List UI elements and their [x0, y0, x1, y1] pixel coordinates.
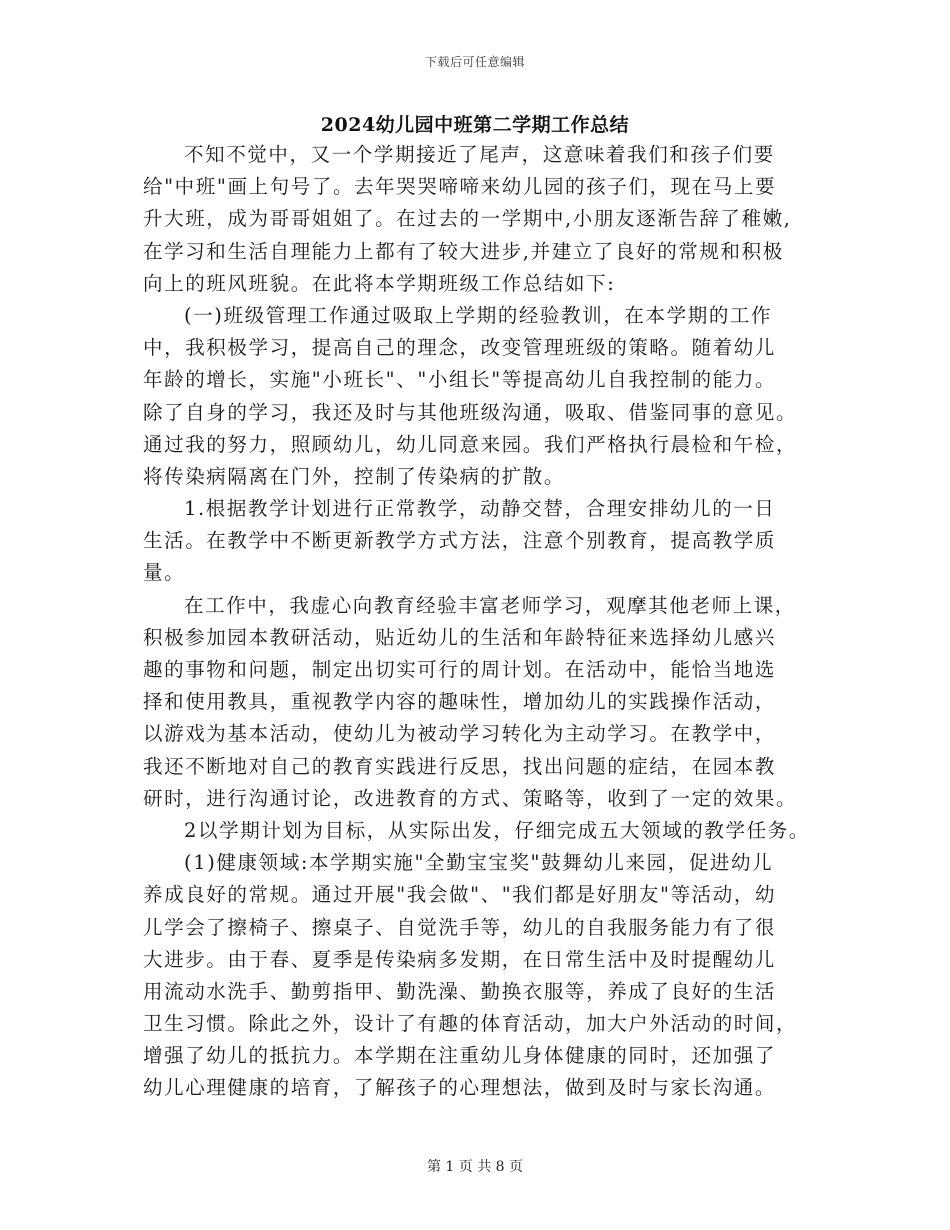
- body-line: 将传染病隔离在门外，控制了传染病的扩散。: [143, 464, 566, 488]
- body-line: 在工作中，我虚心向教育经验丰富老师学习，观摩其他老师上课，: [184, 593, 796, 617]
- body-line: 量。: [143, 561, 186, 585]
- body-line: 择和使用教具，重视教学内容的趣味性，增加幼儿的实践操作活动，: [143, 690, 777, 714]
- body-line: 不知不觉中，又一个学期接近了尾声，这意味着我们和孩子们要: [184, 143, 775, 166]
- document-title: 2024幼儿园中班第二学期工作总结: [320, 114, 630, 136]
- body-line: 研时，进行沟通讨论，改进教育的方式、策略等，收到了一定的效果。: [143, 786, 798, 810]
- body-line: 我还不断地对自己的教育实践进行反思，找出问题的症结，在园本教: [143, 754, 777, 778]
- document-body: [143, 139, 828, 1105]
- body-line: 给"中班"画上句号了。去年哭哭啼啼来幼儿园的孩子们，现在马上要: [143, 175, 777, 199]
- body-line: 养成良好的常规。通过开展"我会做"、"我们都是好朋友"等活动，幼: [143, 883, 777, 907]
- body-line: 趣的事物和问题，制定出切实可行的周计划。在活动中，能恰当地选: [143, 658, 777, 681]
- page-number-footer: 第 1 页 共 8 页: [426, 1159, 524, 1175]
- body-line: 生活。在教学中不断更新教学方式方法，注意个别教育，提高教学质: [143, 529, 777, 553]
- body-line: 儿学会了擦椅子、擦桌子、自觉洗手等，幼儿的自我服务能力有了很: [143, 915, 777, 939]
- body-line: (1)健康领域:本学期实施"全勤宝宝奖"鼓舞幼儿来园，促进幼儿: [184, 851, 774, 875]
- body-line: 大进步。由于春、夏季是传染病多发期，在日常生活中及时提醒幼儿: [143, 947, 777, 971]
- body-line: 升大班，成为哥哥姐姐了。在过去的一学期中,小朋友逐渐告辞了稚嫩,: [143, 207, 792, 231]
- body-line: (一)班级管理工作通过吸取上学期的经验教训，在本学期的工作: [184, 303, 773, 327]
- body-line: 用流动水洗手、勤剪指甲、勤洗澡、勤换衣服等，养成了良好的生活: [143, 979, 777, 1003]
- body-line: 卫生习惯。除此之外，设计了有趣的体育活动，加大户外活动的时间，: [143, 1012, 798, 1036]
- body-line: 除了自身的学习，我还及时与其他班级沟通，吸取、借鉴同事的意见。: [143, 400, 798, 424]
- page-header-note: 下载后可任意编辑: [424, 55, 525, 69]
- body-line: 增强了幼儿的抵抗力。本学期在注重幼儿身体健康的同时，还加强了: [143, 1044, 777, 1068]
- body-line: 通过我的努力，照顾幼儿，幼儿同意来园。我们严格执行晨检和午检，: [143, 432, 798, 456]
- body-line: 以游戏为基本活动，使幼儿为被动学习转化为主动学习。在教学中，: [143, 722, 777, 746]
- body-line: 中，我积极学习，提高自己的理念，改变管理班级的策略。随着幼儿: [143, 336, 777, 360]
- body-line: 年龄的增长，实施"小班长"、"小组长"等提高幼儿自我控制的能力。: [143, 368, 777, 392]
- body-line: 积极参加园本教研活动，贴近幼儿的生活和年龄特征来选择幼儿感兴: [143, 625, 777, 649]
- body-line: 向上的班风班貌。在此将本学期班级工作总结如下:: [143, 271, 616, 295]
- body-line: 2以学期计划为目标，从实际出发，仔细完成五大领域的教学任务。: [184, 818, 810, 842]
- body-line: 幼儿心理健康的培育，了解孩子的心理想法，做到及时与家长沟通。: [143, 1076, 777, 1100]
- body-line: 在学习和生活自理能力上都有了较大进步,并建立了良好的常规和积极: [143, 239, 784, 263]
- body-line: 1.根据教学计划进行正常教学，动静交替，合理安排幼儿的一日: [184, 497, 776, 521]
